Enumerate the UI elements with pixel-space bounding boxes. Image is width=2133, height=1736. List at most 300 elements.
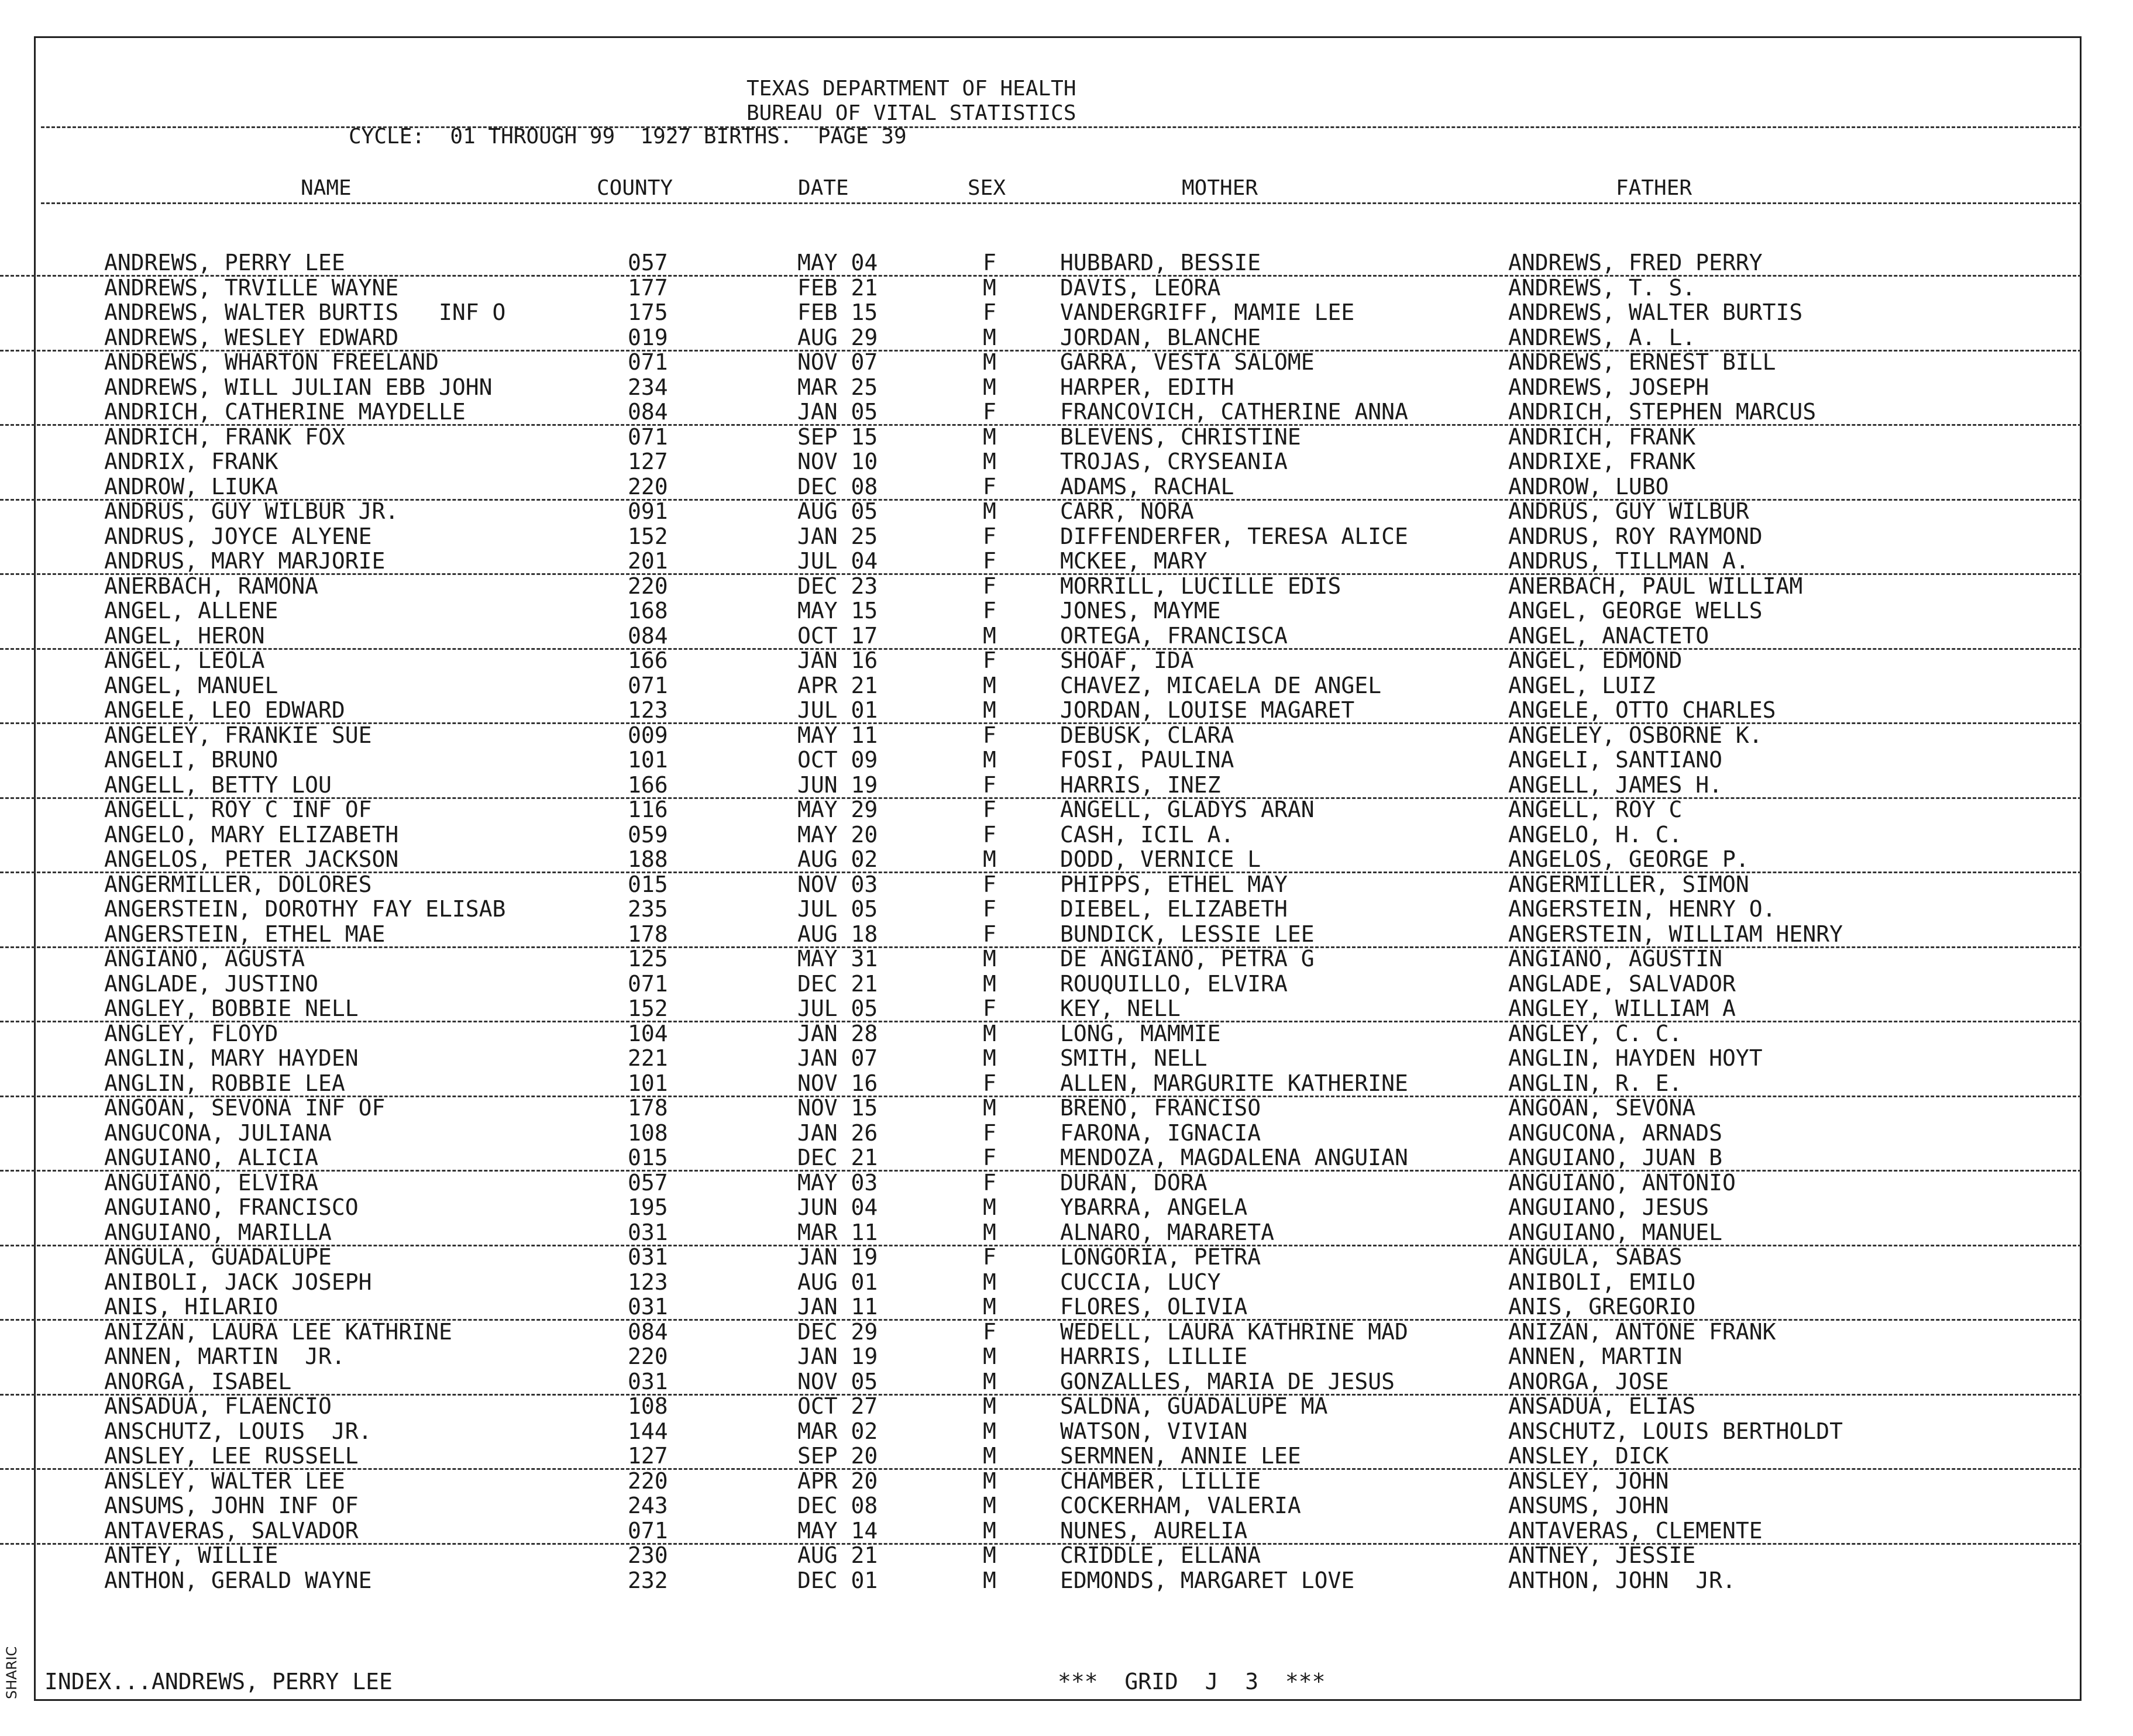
cell-county: 166 <box>628 771 668 798</box>
cell-date: NOV 05 <box>797 1368 878 1394</box>
cell-father: ANTAVERAS, CLEMENTE <box>1508 1517 1763 1544</box>
cell-mother: ADAMS, RACHAL <box>1060 473 1234 500</box>
table-row <box>0 946 2082 971</box>
cell-date: JUL 05 <box>797 896 878 922</box>
cell-mother: FARONA, IGNACIA <box>1060 1120 1261 1146</box>
cell-county: 071 <box>628 423 668 450</box>
cell-sex: F <box>983 548 996 574</box>
cell-date: MAR 11 <box>797 1219 878 1245</box>
table-row <box>0 1419 2082 1444</box>
cell-sex: M <box>983 747 996 773</box>
cell-mother: CASH, ICIL A. <box>1060 821 1234 848</box>
cell-county: 104 <box>628 1020 668 1046</box>
cell-name: ANGERSTEIN, DOROTHY FAY ELISAB <box>104 896 506 922</box>
table-row <box>0 822 2082 847</box>
cell-name: ANGELEY, FRANKIE SUE <box>104 722 372 748</box>
table-row <box>0 872 2082 897</box>
table-row <box>0 275 2082 300</box>
cell-date: DEC 08 <box>797 1493 878 1518</box>
cell-father: ANDRICH, STEPHEN MARCUS <box>1508 399 1817 425</box>
cell-father: ANTHON, JOHN JR. <box>1508 1567 1736 1593</box>
cell-mother: BUNDICK, LESSIE LEE <box>1060 921 1315 947</box>
cell-sex: F <box>983 399 996 425</box>
cell-name: ANIS, HILARIO <box>104 1294 278 1320</box>
cell-mother: TROJAS, CRYSEANIA <box>1060 449 1288 474</box>
cell-name: ANGEL, HERON <box>104 622 265 649</box>
cell-mother: BRENO, FRANCISO <box>1060 1095 1261 1121</box>
cell-name: ANGLADE, JUSTINO <box>104 970 319 997</box>
cell-county: 234 <box>628 374 668 400</box>
cell-date: APR 20 <box>797 1468 878 1494</box>
cell-name: ANERBACH, RAMONA <box>104 573 319 599</box>
cell-father: ANGELL, ROY C <box>1508 797 1683 822</box>
cell-name: ANDRICH, FRANK FOX <box>104 423 345 450</box>
cell-sex: F <box>983 473 996 500</box>
cell-mother: DODD, VERNICE L <box>1060 846 1261 872</box>
grid-footer: *** GRID J 3 *** <box>1058 1669 1326 1694</box>
cell-name: ANTEY, WILLIE <box>104 1542 278 1568</box>
cell-father: ANGEL, EDMOND <box>1508 647 1683 673</box>
cell-date: MAY 11 <box>797 722 878 748</box>
bureau-title: BUREAU OF VITAL STATISTICS <box>746 101 1076 125</box>
cell-sex: F <box>983 996 996 1021</box>
cell-father: ANGELI, SANTIANO <box>1508 747 1723 773</box>
column-header-divider <box>41 202 2082 204</box>
table-row <box>0 1121 2082 1145</box>
cell-county: 015 <box>628 1145 668 1170</box>
agency-title: TEXAS DEPARTMENT OF HEALTH <box>746 77 1076 101</box>
cell-date: DEC 23 <box>797 573 878 599</box>
cell-county: 091 <box>628 498 668 524</box>
cell-mother: MENDOZA, MAGDALENA ANGUIAN <box>1060 1145 1408 1170</box>
cell-county: 220 <box>628 1344 668 1369</box>
cell-mother: FLORES, OLIVIA <box>1060 1294 1248 1320</box>
cell-date: DEC 01 <box>797 1567 878 1593</box>
col-header-date: DATE <box>798 176 849 200</box>
table-row <box>0 574 2082 598</box>
cell-father: ANDRUS, GUY WILBUR <box>1508 498 1749 524</box>
cell-date: JAN 11 <box>797 1294 878 1320</box>
cell-sex: F <box>983 722 996 748</box>
cell-date: JAN 25 <box>797 523 878 549</box>
cell-county: 168 <box>628 598 668 624</box>
cell-mother: CUCCIA, LUCY <box>1060 1269 1221 1295</box>
cell-date: APR 21 <box>797 672 878 698</box>
cell-date: MAY 03 <box>797 1169 878 1196</box>
cell-county: 071 <box>628 1517 668 1544</box>
cell-father: ANGLIN, R. E. <box>1508 1070 1683 1096</box>
cell-father: ANGLEY, C. C. <box>1508 1020 1683 1046</box>
table-row <box>0 698 2082 724</box>
cell-sex: F <box>983 250 996 275</box>
cell-mother: SERMNEN, ANNIE LEE <box>1060 1443 1301 1469</box>
table-row <box>0 598 2082 623</box>
cell-name: ANIZAN, LAURA LEE KATHRINE <box>104 1318 452 1345</box>
cell-father: ANDROW, LUBO <box>1508 473 1669 500</box>
cell-sex: M <box>983 1517 996 1544</box>
cell-name: ANIBOLI, JACK JOSEPH <box>104 1269 372 1295</box>
cell-father: ANGELEY, OSBORNE K. <box>1508 722 1763 748</box>
cell-sex: M <box>983 1542 996 1568</box>
cell-father: ANGUIANO, JUAN B <box>1508 1145 1723 1170</box>
cell-county: 123 <box>628 1269 668 1295</box>
table-row <box>0 1518 2082 1545</box>
cell-sex: F <box>983 1244 996 1270</box>
cell-county: 152 <box>628 523 668 549</box>
cell-mother: DEBUSK, CLARA <box>1060 722 1234 748</box>
cell-date: AUG 21 <box>797 1542 878 1568</box>
cell-father: ANDREWS, ERNEST BILL <box>1508 349 1776 375</box>
cell-sex: M <box>983 324 996 350</box>
col-header-county: COUNTY <box>597 176 673 200</box>
cell-father: ANGERMILLER, SIMON <box>1508 871 1749 897</box>
cell-county: 220 <box>628 1468 668 1494</box>
cell-date: MAR 02 <box>797 1418 878 1444</box>
cell-county: 116 <box>628 797 668 822</box>
cell-county: 101 <box>628 1070 668 1096</box>
cell-county: 166 <box>628 647 668 673</box>
cell-county: 243 <box>628 1493 668 1518</box>
cell-father: ANGELO, H. C. <box>1508 821 1683 848</box>
cell-name: ANDREWS, WHARTON FREELAND <box>104 349 439 375</box>
cell-date: AUG 29 <box>797 324 878 350</box>
cell-father: ANTNEY, JESSIE <box>1508 1542 1696 1568</box>
table-row <box>0 1096 2082 1120</box>
cell-name: ANGLIN, MARY HAYDEN <box>104 1045 359 1071</box>
cell-mother: WATSON, VIVIAN <box>1060 1418 1248 1444</box>
table-row <box>0 1294 2082 1321</box>
cell-mother: VANDERGRIFF, MAMIE LEE <box>1060 299 1355 325</box>
cell-mother: NUNES, AURELIA <box>1060 1517 1248 1544</box>
cell-father: ANGLADE, SALVADOR <box>1508 970 1736 997</box>
cell-father: ANGEL, ANACTETO <box>1508 622 1709 649</box>
cell-sex: F <box>983 896 996 922</box>
cell-mother: DIFFENDERFER, TERESA ALICE <box>1060 523 1408 549</box>
cell-name: ANDRIX, FRANK <box>104 449 278 474</box>
cell-mother: JORDAN, LOUISE MAGARET <box>1060 697 1355 723</box>
table-row <box>0 1320 2082 1344</box>
header-divider <box>41 126 2082 128</box>
cell-date: NOV 03 <box>797 871 878 897</box>
table-row <box>0 1568 2082 1593</box>
cell-father: ANNEN, MARTIN <box>1508 1344 1683 1369</box>
cell-date: JAN 05 <box>797 399 878 425</box>
cell-date: AUG 18 <box>797 921 878 947</box>
cell-father: ANGULA, SABAS <box>1508 1244 1683 1270</box>
cell-date: DEC 21 <box>797 970 878 997</box>
cell-mother: DE ANGIANO, PETRA G <box>1060 946 1315 972</box>
table-row <box>0 748 2082 772</box>
cell-date: DEC 08 <box>797 473 878 500</box>
cell-county: 031 <box>628 1244 668 1270</box>
cell-name: ANDRUS, GUY WILBUR JR. <box>104 498 399 524</box>
cell-name: ANSADUA, FLAENCIO <box>104 1393 332 1419</box>
cell-sex: M <box>983 1045 996 1071</box>
cell-date: JUN 04 <box>797 1194 878 1220</box>
cell-father: ANGLIN, HAYDEN HOYT <box>1508 1045 1763 1071</box>
cell-county: 057 <box>628 250 668 275</box>
cell-name: ANGUIANO, ELVIRA <box>104 1169 319 1196</box>
table-row <box>0 922 2082 948</box>
margin-stamp: SHARIC <box>4 1646 20 1699</box>
cell-mother: FOSI, PAULINA <box>1060 747 1234 773</box>
cell-mother: HARRIS, INEZ <box>1060 771 1221 798</box>
cell-name: ANGELL, ROY C INF OF <box>104 797 372 822</box>
cell-name: ANGUCONA, JULIANA <box>104 1120 332 1146</box>
cell-name: ANTHON, GERALD WAYNE <box>104 1567 372 1593</box>
cell-mother: GONZALLES, MARIA DE JESUS <box>1060 1368 1395 1394</box>
table-row <box>0 524 2082 549</box>
cell-date: NOV 15 <box>797 1095 878 1121</box>
cell-sex: M <box>983 449 996 474</box>
cell-sex: M <box>983 1294 996 1320</box>
cell-sex: F <box>983 1145 996 1170</box>
table-row <box>0 1270 2082 1294</box>
cell-name: ANDREWS, WILL JULIAN EBB JOHN <box>104 374 493 400</box>
cell-date: DEC 29 <box>797 1318 878 1345</box>
table-row <box>0 449 2082 474</box>
table-row <box>0 1145 2082 1172</box>
cell-county: 101 <box>628 747 668 773</box>
cell-father: ANGEL, LUIZ <box>1508 672 1656 698</box>
cell-name: ANTAVERAS, SALVADOR <box>104 1517 359 1544</box>
cell-sex: M <box>983 498 996 524</box>
cell-county: 031 <box>628 1219 668 1245</box>
cell-county: 201 <box>628 548 668 574</box>
table-row <box>0 1369 2082 1396</box>
col-header-name: NAME <box>301 176 352 200</box>
cell-county: 230 <box>628 1542 668 1568</box>
cell-name: ANSLEY, LEE RUSSELL <box>104 1443 359 1469</box>
table-row <box>0 375 2082 399</box>
cell-date: OCT 09 <box>797 747 878 773</box>
cell-county: 125 <box>628 946 668 972</box>
cell-sex: M <box>983 1393 996 1419</box>
cell-date: JUL 05 <box>797 996 878 1021</box>
table-row <box>0 300 2082 325</box>
cell-date: JAN 19 <box>797 1244 878 1270</box>
cell-sex: M <box>983 1020 996 1046</box>
cell-date: FEB 21 <box>797 274 878 301</box>
cell-county: 009 <box>628 722 668 748</box>
cell-county: 059 <box>628 821 668 848</box>
cell-name: ANGERSTEIN, ETHEL MAE <box>104 921 386 947</box>
cell-date: DEC 21 <box>797 1145 878 1170</box>
cell-county: 127 <box>628 1443 668 1469</box>
cell-county: 178 <box>628 1095 668 1121</box>
cell-county: 221 <box>628 1045 668 1071</box>
cell-father: ANDRUS, TILLMAN A. <box>1508 548 1749 574</box>
cell-date: NOV 10 <box>797 449 878 474</box>
cell-date: NOV 16 <box>797 1070 878 1096</box>
cell-father: ANSLEY, DICK <box>1508 1443 1669 1469</box>
cell-name: ANDRICH, CATHERINE MAYDELLE <box>104 399 466 425</box>
cell-name: ANSLEY, WALTER LEE <box>104 1468 345 1494</box>
cell-father: ANDRICH, FRANK <box>1508 423 1696 450</box>
cell-mother: LONGORIA, PETRA <box>1060 1244 1261 1270</box>
cell-father: ANSUMS, JOHN <box>1508 1493 1669 1518</box>
cell-date: MAY 15 <box>797 598 878 624</box>
cell-sex: M <box>983 423 996 450</box>
cell-county: 031 <box>628 1368 668 1394</box>
cell-sex: M <box>983 349 996 375</box>
cell-name: ANDREWS, WESLEY EDWARD <box>104 324 399 350</box>
table-row <box>0 897 2082 921</box>
cell-sex: F <box>983 523 996 549</box>
cell-date: SEP 15 <box>797 423 878 450</box>
cell-name: ANDRUS, JOYCE ALYENE <box>104 523 372 549</box>
cell-mother: SALDNA, GUADALUPE MA <box>1060 1393 1328 1419</box>
cell-father: ANDREWS, JOSEPH <box>1508 374 1709 400</box>
table-row <box>0 1444 2082 1470</box>
cell-father: ANGUIANO, ANTONIO <box>1508 1169 1736 1196</box>
cell-mother: FRANCOVICH, CATHERINE ANNA <box>1060 399 1408 425</box>
table-row <box>0 399 2082 426</box>
cell-date: MAY 14 <box>797 1517 878 1544</box>
cell-father: ANGUIANO, JESUS <box>1508 1194 1709 1220</box>
cell-name: ANSCHUTZ, LOUIS JR. <box>104 1418 372 1444</box>
cell-father: ANGELE, OTTO CHARLES <box>1508 697 1776 723</box>
table-row <box>0 1543 2082 1568</box>
cell-date: AUG 05 <box>797 498 878 524</box>
cell-sex: M <box>983 1095 996 1121</box>
cell-mother: CRIDDLE, ELLANA <box>1060 1542 1261 1568</box>
table-row <box>0 1170 2082 1195</box>
cell-name: ANORGA, ISABEL <box>104 1368 292 1394</box>
cell-sex: M <box>983 970 996 997</box>
cell-sex: F <box>983 771 996 798</box>
cell-mother: WEDELL, LAURA KATHRINE MAD <box>1060 1318 1408 1345</box>
cell-county: 220 <box>628 573 668 599</box>
cell-father: ANGEL, GEORGE WELLS <box>1508 598 1763 624</box>
cell-county: 031 <box>628 1294 668 1320</box>
cell-name: ANGELI, BRUNO <box>104 747 278 773</box>
cell-name: ANGELO, MARY ELIZABETH <box>104 821 399 848</box>
cell-county: 084 <box>628 1318 668 1345</box>
cell-county: 195 <box>628 1194 668 1220</box>
cell-county: 015 <box>628 871 668 897</box>
cell-mother: BLEVENS, CHRISTINE <box>1060 423 1301 450</box>
cell-sex: F <box>983 1120 996 1146</box>
cell-date: AUG 01 <box>797 1269 878 1295</box>
cell-county: 220 <box>628 473 668 500</box>
table-row <box>0 325 2082 352</box>
cell-sex: F <box>983 573 996 599</box>
cell-mother: HUBBARD, BESSIE <box>1060 250 1261 275</box>
index-footer: INDEX...ANDREWS, PERRY LEE <box>44 1669 393 1694</box>
cell-father: ANSCHUTZ, LOUIS BERTHOLDT <box>1508 1418 1843 1444</box>
cell-sex: F <box>983 1318 996 1345</box>
cell-mother: JONES, MAYME <box>1060 598 1221 624</box>
cell-sex: M <box>983 1269 996 1295</box>
cell-name: ANGEL, MANUEL <box>104 672 278 698</box>
cell-date: NOV 07 <box>797 349 878 375</box>
cell-sex: M <box>983 1493 996 1518</box>
cell-county: 071 <box>628 349 668 375</box>
cell-county: 123 <box>628 697 668 723</box>
cell-name: ANGOAN, SEVONA INF OF <box>104 1095 386 1121</box>
cell-father: ANGERSTEIN, WILLIAM HENRY <box>1508 921 1843 947</box>
col-header-mother: MOTHER <box>1182 176 1258 200</box>
cell-mother: HARPER, EDITH <box>1060 374 1234 400</box>
cell-father: ANSADUA, ELIAS <box>1508 1393 1696 1419</box>
cell-sex: M <box>983 1567 996 1593</box>
table-row <box>0 549 2082 575</box>
cell-mother: CHAMBER, LILLIE <box>1060 1468 1261 1494</box>
cell-name: ANNEN, MARTIN JR. <box>104 1344 345 1369</box>
cell-name: ANGEL, ALLENE <box>104 598 278 624</box>
cell-mother: YBARRA, ANGELA <box>1060 1194 1248 1220</box>
cell-father: ANDREWS, A. L. <box>1508 324 1696 350</box>
cell-date: MAY 31 <box>797 946 878 972</box>
cell-date: JAN 28 <box>797 1020 878 1046</box>
cell-date: JAN 16 <box>797 647 878 673</box>
cell-father: ANSLEY, JOHN <box>1508 1468 1669 1494</box>
table-row <box>0 847 2082 873</box>
cell-sex: F <box>983 1070 996 1096</box>
cell-mother: ALNARO, MARARETA <box>1060 1219 1275 1245</box>
cell-name: ANGEL, LEOLA <box>104 647 265 673</box>
table-row <box>0 1394 2082 1418</box>
cycle-line: CYCLE: 01 THROUGH 99 1927 BIRTHS. PAGE 39 <box>349 125 907 149</box>
col-header-sex: SEX <box>968 176 1006 200</box>
cell-county: 108 <box>628 1120 668 1146</box>
cell-mother: ORTEGA, FRANCISCA <box>1060 622 1288 649</box>
cell-mother: KEY, NELL <box>1060 996 1181 1021</box>
table-row <box>0 1195 2082 1220</box>
cell-date: JAN 26 <box>797 1120 878 1146</box>
cell-sex: M <box>983 622 996 649</box>
cell-sex: F <box>983 598 996 624</box>
cell-mother: SHOAF, IDA <box>1060 647 1194 673</box>
cell-name: ANDROW, LIUKA <box>104 473 278 500</box>
cell-county: 178 <box>628 921 668 947</box>
cell-sex: F <box>983 871 996 897</box>
cell-name: ANGELE, LEO EDWARD <box>104 697 345 723</box>
cell-county: 019 <box>628 324 668 350</box>
cell-name: ANGELL, BETTY LOU <box>104 771 332 798</box>
cell-sex: M <box>983 1368 996 1394</box>
cell-date: MAY 20 <box>797 821 878 848</box>
cell-father: ANDRIXE, FRANK <box>1508 449 1696 474</box>
cell-name: ANGERMILLER, DOLORES <box>104 871 372 897</box>
table-row <box>0 425 2082 449</box>
cell-mother: HARRIS, LILLIE <box>1060 1344 1248 1369</box>
cell-sex: M <box>983 1344 996 1369</box>
table-row <box>0 499 2082 523</box>
cell-mother: COCKERHAM, VALERIA <box>1060 1493 1301 1518</box>
cell-father: ANDREWS, T. S. <box>1508 274 1696 301</box>
cell-mother: JORDAN, BLANCHE <box>1060 324 1261 350</box>
cell-date: JAN 07 <box>797 1045 878 1071</box>
cell-date: JUN 19 <box>797 771 878 798</box>
cell-county: 071 <box>628 672 668 698</box>
cell-sex: M <box>983 1219 996 1245</box>
cell-county: 108 <box>628 1393 668 1419</box>
cell-father: ANIZAN, ANTONE FRANK <box>1508 1318 1776 1345</box>
col-header-father: FATHER <box>1616 176 1692 200</box>
cell-name: ANGIANO, AGUSTA <box>104 946 305 972</box>
cell-mother: MCKEE, MARY <box>1060 548 1207 574</box>
cell-county: 144 <box>628 1418 668 1444</box>
cell-county: 152 <box>628 996 668 1021</box>
cell-county: 057 <box>628 1169 668 1196</box>
cell-sex: M <box>983 1468 996 1494</box>
cell-date: OCT 17 <box>797 622 878 649</box>
table-row <box>0 648 2082 673</box>
cell-mother: LONG, MAMMIE <box>1060 1020 1221 1046</box>
table-row <box>0 723 2082 748</box>
